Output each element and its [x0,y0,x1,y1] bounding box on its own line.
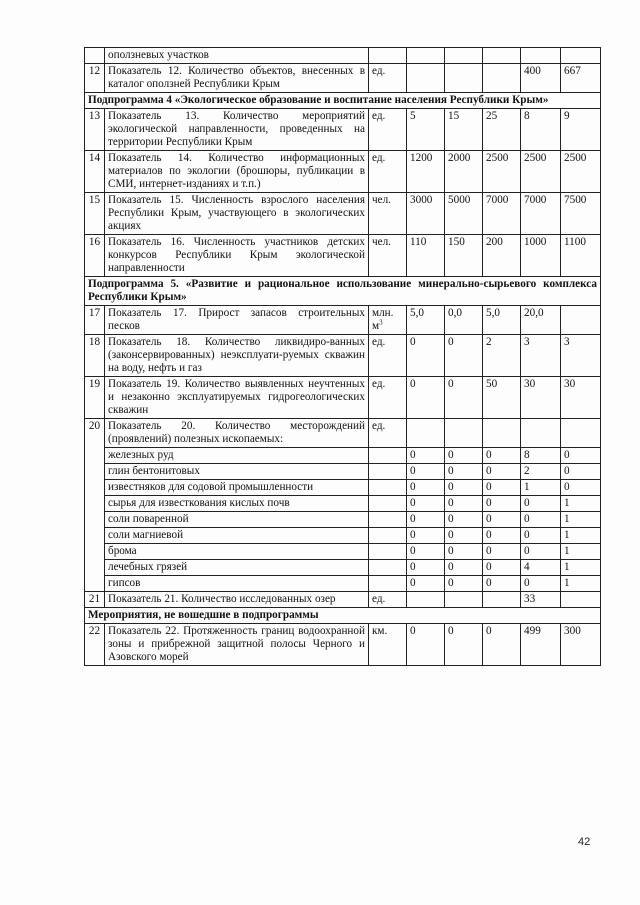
value-cell: 0 [483,576,521,592]
value-cell: 0 [445,335,483,377]
empty-cell [407,419,445,448]
indicator-text: Показатель 15. Численность взрослого населения Республики Крым, участвующего в экологических акциях [105,193,369,235]
indicator-row [85,193,601,235]
value-cell: 25 [483,109,521,151]
value-cell: 50 [483,377,521,419]
indicator-text: Показатель 16. Численность участников детских конкурсов Республики Крым экологической направленности [105,235,369,277]
indicator-row [85,151,601,193]
value-cell: 499 [521,624,561,666]
value-cell: 1000 [521,235,561,277]
value-cell: 30 [521,377,561,419]
sub-indicator-row [85,560,601,576]
value-cell: 110 [407,235,445,277]
value-cell: 2000 [445,151,483,193]
row-number: 22 [85,624,105,666]
value-cell: 0 [521,576,561,592]
value-cell: 0 [407,496,445,512]
value-cell: 1 [561,576,601,592]
empty-cell [369,496,407,512]
value-cell: 0 [445,576,483,592]
value-cell: 0 [561,448,601,464]
sub-indicator-text: брома [105,544,369,560]
value-cell: 30 [561,377,601,419]
empty-cell [445,419,483,448]
sub-indicator-row [85,496,601,512]
sub-indicator-text: железных руд [105,448,369,464]
sub-indicator-text: соли магниевой [105,528,369,544]
value-cell: 3 [521,335,561,377]
value-cell: 400 [521,64,561,93]
value-cell: 0 [407,335,445,377]
row-number: 21 [85,592,105,608]
value-cell: 0 [445,377,483,419]
unit-text: чел. [372,194,391,206]
value-cell: 0 [445,464,483,480]
empty-cell [483,419,521,448]
empty-cell [369,48,407,64]
value-cell: 0 [407,544,445,560]
empty-cell [445,48,483,64]
value-cell: 1200 [407,151,445,193]
empty-cell [369,464,407,480]
value-cell: 0 [407,464,445,480]
value-cell: 300 [561,624,601,666]
row-number: 18 [85,335,105,377]
value-cell: 0 [521,496,561,512]
row-number: 19 [85,377,105,419]
value-cell: 2500 [561,151,601,193]
unit-cell [369,306,407,335]
value-cell: 2500 [483,151,521,193]
value-cell: 0 [521,544,561,560]
sub-indicator-row [85,512,601,528]
section-title: Подпрограмма 5. «Развитие и рациональное использование минерально-сырьевого комплекса Республики Крым» [85,277,601,306]
page-number: 42 [578,836,591,848]
value-cell [561,306,601,335]
value-cell: 8 [521,109,561,151]
unit-text: чел. [372,236,391,248]
value-cell: 0 [445,496,483,512]
value-cell: 1 [561,528,601,544]
value-cell: 0 [483,496,521,512]
sub-indicator-row [85,464,601,480]
value-cell: 0 [561,464,601,480]
sub-indicator-row [85,544,601,560]
value-cell: 8 [521,448,561,464]
row-number: 15 [85,193,105,235]
value-cell: 0 [483,560,521,576]
unit-cell [369,592,407,608]
value-cell [483,64,521,93]
empty-cell [561,48,601,64]
unit-superscript: 3 [379,318,383,327]
value-cell [483,592,521,608]
indicator-text: Показатель 20. Количество месторождений (проявлений) полезных ископаемых: [105,419,369,448]
row-number: 13 [85,109,105,151]
indicator-row [85,377,601,419]
value-cell: 0 [483,448,521,464]
empty-cell [369,480,407,496]
unit-text: км. [372,625,388,637]
value-cell: 7500 [561,193,601,235]
indicator-row [85,109,601,151]
value-cell: 3000 [407,193,445,235]
section-row [85,93,601,109]
value-cell: 0 [483,528,521,544]
indicator-text: оползневых участков [105,48,369,64]
value-cell: 0 [445,512,483,528]
indicator-row [85,335,601,377]
value-cell: 200 [483,235,521,277]
unit-text: ед. [372,593,386,605]
value-cell: 0,0 [445,306,483,335]
value-cell: 7000 [521,193,561,235]
indicator-row [85,419,601,448]
value-cell: 150 [445,235,483,277]
indicator-row [85,306,601,335]
empty-cell [369,512,407,528]
value-cell: 0 [445,544,483,560]
indicator-row [85,624,601,666]
value-cell: 3 [561,335,601,377]
value-cell: 4 [521,560,561,576]
value-cell: 5000 [445,193,483,235]
value-cell: 0 [407,560,445,576]
unit-text: ед. [372,65,386,77]
indicator-text: Показатель 14. Количество информационных материалов по экологии (брошюры, публикации в СМИ, интернет-изданиях и т.п.) [105,151,369,193]
value-cell: 20,0 [521,306,561,335]
unit-text: млн. м [372,307,394,332]
value-cell [407,592,445,608]
value-cell: 0 [445,560,483,576]
sub-indicator-row [85,448,601,464]
value-cell: 5 [407,109,445,151]
indicator-row [85,592,601,608]
value-cell: 15 [445,109,483,151]
indicator-text: Показатель 17. Прирост запасов строительных песков [105,306,369,335]
row-number: 17 [85,306,105,335]
unit-cell [369,377,407,419]
sub-indicator-text: гипсов [105,576,369,592]
unit-text: ед. [372,378,386,390]
value-cell: 7000 [483,193,521,235]
row-number: 20 [85,419,105,592]
value-cell [445,592,483,608]
indicator-text: Показатель 13. Количество мероприятий экологической направленности, проведенных на территории Республики Крым [105,109,369,151]
empty-cell [407,48,445,64]
indicator-text: Показатель 12. Количество объектов, внесенных в каталог оползней Республики Крым [105,64,369,93]
sub-indicator-text: сырья для известкования кислых почв [105,496,369,512]
row-number: 14 [85,151,105,193]
value-cell [561,592,601,608]
value-cell: 667 [561,64,601,93]
sub-indicator-text: известняков для содовой промышленности [105,480,369,496]
value-cell: 0 [483,464,521,480]
sub-indicator-text: глин бентонитовых [105,464,369,480]
indicators-table [84,47,601,666]
value-cell: 0 [407,377,445,419]
unit-text: ед. [372,110,386,122]
unit-cell [369,193,407,235]
empty-cell [521,419,561,448]
unit-cell [369,109,407,151]
empty-cell [369,576,407,592]
empty-cell [369,448,407,464]
sub-indicator-row [85,528,601,544]
value-cell: 0 [445,480,483,496]
indicator-text: Показатель 18. Количество ликвидиро-ванных (законсервированных) неэксплуати-руемых скважин на воду, нефть и газ [105,335,369,377]
section-row [85,277,601,306]
sub-indicator-row [85,480,601,496]
value-cell: 0 [483,480,521,496]
value-cell: 33 [521,592,561,608]
unit-text: ед. [372,336,386,348]
unit-cell [369,64,407,93]
empty-cell [369,544,407,560]
indicator-text: Показатель 21. Количество исследованных озер [105,592,369,608]
empty-cell [561,419,601,448]
indicator-row [85,64,601,93]
value-cell: 0 [445,528,483,544]
value-cell: 0 [483,624,521,666]
continuation-row [85,48,601,64]
value-cell: 9 [561,109,601,151]
unit-cell [369,235,407,277]
value-cell: 1 [561,560,601,576]
value-cell: 0 [407,448,445,464]
value-cell: 5,0 [483,306,521,335]
indicator-row [85,235,601,277]
indicator-text: Показатель 22. Протяженность границ водоохранной зоны и прибрежной защитной полосы Черного и Азовского морей [105,624,369,666]
row-number [85,48,105,64]
section-title: Подпрограмма 4 «Экологическое образование и воспитание населения Республики Крым» [85,93,601,109]
value-cell: 0 [407,512,445,528]
value-cell [445,64,483,93]
value-cell: 0 [483,512,521,528]
empty-cell [369,560,407,576]
value-cell: 0 [407,624,445,666]
section-row [85,608,601,624]
value-cell: 1 [561,512,601,528]
unit-cell [369,151,407,193]
row-number: 16 [85,235,105,277]
unit-text: ед. [372,152,386,164]
value-cell: 5,0 [407,306,445,335]
value-cell: 2500 [521,151,561,193]
sub-indicator-row [85,576,601,592]
value-cell: 0 [521,512,561,528]
value-cell: 2 [483,335,521,377]
value-cell: 0 [445,448,483,464]
unit-cell [369,335,407,377]
value-cell: 0 [483,544,521,560]
value-cell: 0 [521,528,561,544]
empty-cell [369,528,407,544]
value-cell: 0 [407,480,445,496]
row-number: 12 [85,64,105,93]
value-cell: 0 [561,480,601,496]
value-cell: 1100 [561,235,601,277]
value-cell [407,64,445,93]
unit-cell: ед. [369,419,407,448]
value-cell: 1 [521,480,561,496]
value-cell: 0 [407,528,445,544]
value-cell: 0 [407,576,445,592]
section-title: Мероприятия, не вошедшие в подпрограммы [85,608,601,624]
empty-cell [483,48,521,64]
empty-cell [521,48,561,64]
value-cell: 1 [561,496,601,512]
sub-indicator-text: соли поваренной [105,512,369,528]
value-cell: 2 [521,464,561,480]
value-cell: 0 [445,624,483,666]
sub-indicator-text: лечебных грязей [105,560,369,576]
value-cell: 1 [561,544,601,560]
unit-cell [369,624,407,666]
indicator-text: Показатель 19. Количество выявленных неучтенных и незаконно эксплуатируемых гидрогеологических скважин [105,377,369,419]
